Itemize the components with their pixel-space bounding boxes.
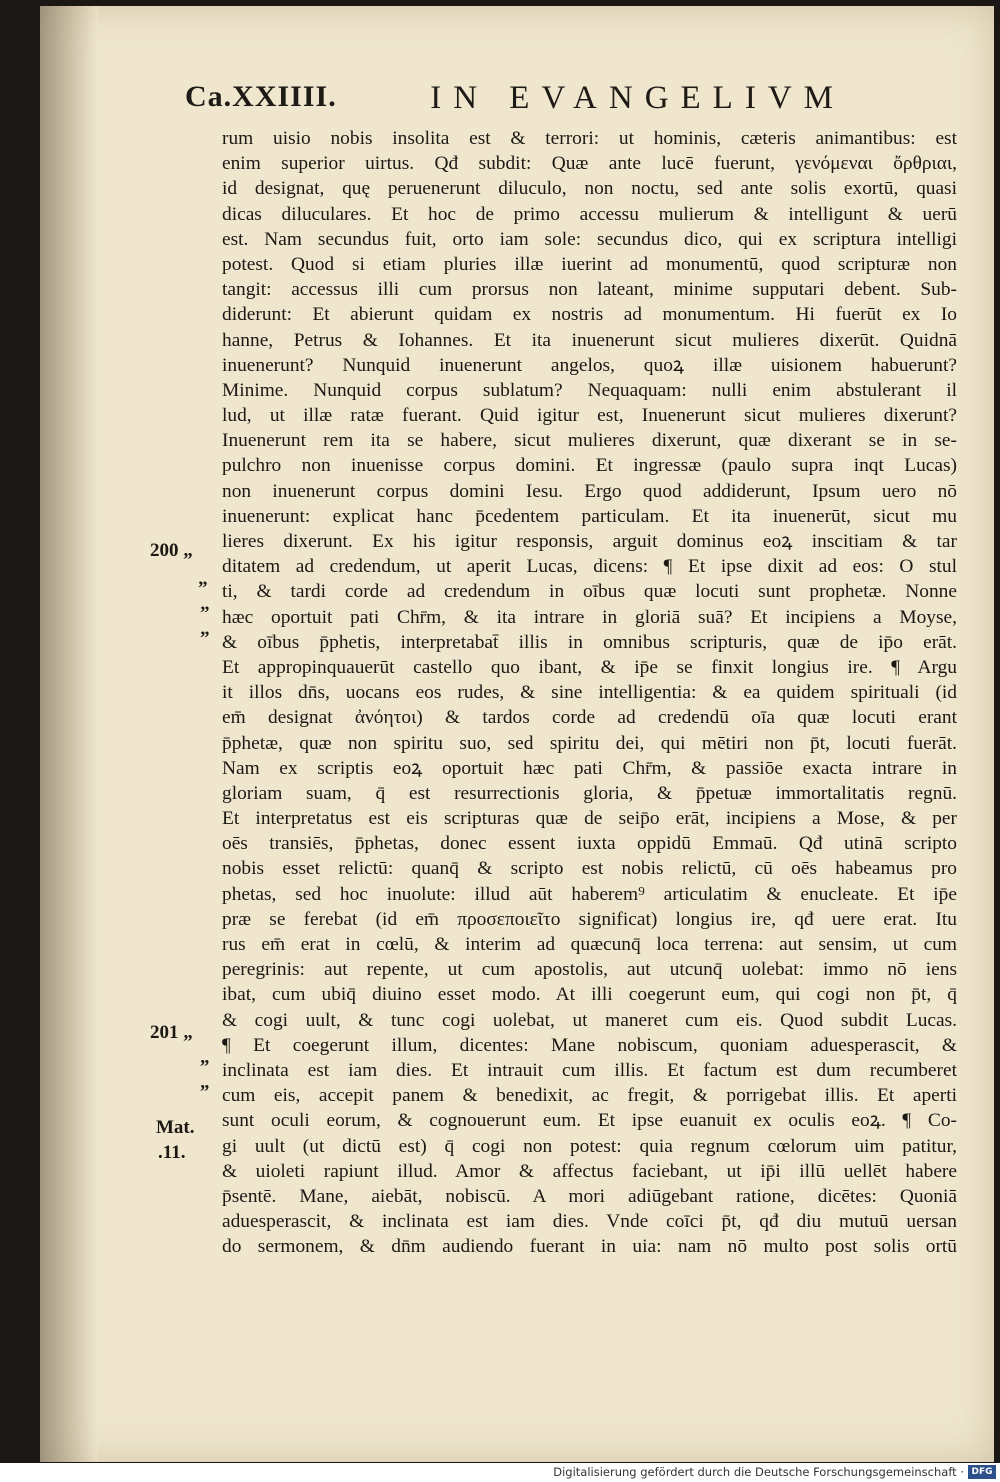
- text-line: potest. Quod si etiam pluries illæ iuerint ad monumentū, quod scripturæ non: [222, 253, 957, 275]
- text-line: ¶ Et coegerunt illum, dicentes: Mane nobiscum, quoniam aduesperascit, &: [222, 1034, 957, 1056]
- margin-quote-mark: ”: [200, 603, 210, 624]
- margin-note-11: .11.: [158, 1142, 186, 1163]
- footer-bar: [0, 1463, 1000, 1482]
- text-line: ibat, cum ubiq̄ diuino esset modo. At illi coegerunt eum, qui cogi non p̄t, q̄: [222, 984, 957, 1006]
- text-line: hanne, Petrus & Iohannes. Et ita inuenerunt sicut mulieres dixerūt. Quidnā: [222, 329, 957, 351]
- margin-note-200: 200 „: [150, 540, 193, 561]
- text-line: & cogi uult, & tunc cogi uolebat, ut maneret cum eis. Quod subdit Lucas.: [222, 1009, 957, 1031]
- text-line: inuenerunt: explicat hanc p̄cedentem particulam. Et ita inuenerūt, sicut mu: [222, 505, 957, 527]
- text-line: do sermonem, & dn̄m audiendo fuerant in uia: nam nō multo post solis ortū: [222, 1236, 957, 1258]
- text-line: p̄phetæ, quæ non spiritu suo, sed spiritu dei, qui mētiri non p̄t, locuti fuerāt.: [222, 732, 957, 754]
- text-line: gloriam suam, q̄ est resurrectionis gloria, & p̄petuæ immortalitatis regnū.: [222, 782, 957, 804]
- text-line: Inuenerunt rem ita se habere, sicut mulieres dixerunt, quæ dixerant se in se-: [222, 430, 957, 452]
- margin-quote-mark: ”: [198, 578, 208, 599]
- running-title: IN EVANGELIVM: [430, 80, 845, 116]
- text-line: lieres dixerunt. Ex his igitur responsis, arguit dominus eoꝝ inscitiam & tar: [222, 531, 957, 552]
- text-line: ditatem ad credendum, ut aperit Lucas, dicens: ¶ Et ipse dixit ad eos: O stul: [222, 556, 957, 578]
- page-binding-shadow: [40, 6, 98, 1462]
- text-line: rum uisio nobis insolita est & terrori: ut hominis, cæteris animantibus: est: [222, 128, 957, 149]
- margin-quote-mark: ”: [200, 628, 210, 649]
- text-line: id designat, quę peruenerunt diluculo, non noctu, sed ante solis exortū, quasi: [222, 178, 957, 200]
- text-line: & oībus p̄phetis, interpretabat̄ illis in omnibus scripturis, quæ de ip̄o erāt.: [222, 631, 957, 653]
- text-line: Nam ex scriptis eoꝝ oportuit hæc pati Chr̄m, & passiōe exacta intrare in: [222, 757, 957, 779]
- text-line: gi uult (ut dictū est) q̄ cogi non potest: quia regnum cœlorum uim patitur,: [222, 1135, 957, 1157]
- footer-credit: Digitalisierung gefördert durch die Deutsche Forschungsgemeinschaft ·: [553, 1465, 964, 1479]
- text-line: enim superior uirtus. Qđ subdit: Quæ ante lucē fuerunt, γενόμεναι ὄρθριαι,: [222, 153, 957, 175]
- margin-note-201: 201 „: [150, 1022, 193, 1043]
- text-line: nobis esset relictū: quanq̄ & scripto est nobis relictū, cū oēs habeamus pro: [222, 858, 957, 880]
- text-line: em̄ designat ἀνόητοι) & tardos corde ad credendū oīa quæ locuti erant: [222, 707, 957, 729]
- margin-quote-mark: „: [200, 1072, 210, 1093]
- text-line: sunt oculi eorum, & cognouerunt eum. Et ipse euanuit ex oculis eoꝝ. ¶ Co-: [222, 1110, 957, 1132]
- text-line: est. Nam secundus fuit, orto iam sole: secundus dico, qui ex scriptura intelligi: [222, 228, 957, 250]
- text-line: diderunt: Et abierunt quidam ex nostris ad monumentum. Hi fuerūt ex Io: [222, 304, 957, 326]
- text-line: inuenerunt? Nunquid inuenerunt angelos, quoꝝ illæ uisionem habuerunt?: [222, 354, 957, 376]
- text-line: cum eis, accepit panem & benedixit, ac fregit, & porrigebat illis. Et aperti: [222, 1085, 957, 1107]
- text-line: non inuenerunt corpus domini Iesu. Ergo quod addiderunt, Ipsum uero nō: [222, 480, 957, 502]
- text-line: dicas diluculares. Et hoc de primo accessu mulierum & intelligunt & uerū: [222, 203, 957, 225]
- text-line: pulchro non inuenisse corpus domini. Et ingressæ (paulo supra inqt Lucas): [222, 455, 957, 477]
- text-line: aduesperascit, & inclinata est iam dies. Vnde coīci p̄t, qđ diu mutuū uersan: [222, 1211, 957, 1233]
- text-line: & uioleti rapiunt illud. Amor & affectus faciebant, ut ip̄i illū uellēt habere: [222, 1160, 957, 1182]
- text-line: oēs transiēs, p̄phetas, donec essent iuxta oppidū Emmaū. Qđ utinā scripto: [222, 833, 957, 855]
- text-line: præ se ferebat (id em̄ προσεποιεῖτο significat) longius ire, qđ uere erat. Itu: [222, 908, 957, 930]
- page-header: [185, 80, 845, 120]
- text-line: hæc oportuit pati Chr̄m, & ita intrare in gloriā suā? Et incipiens a Moyse,: [222, 606, 957, 628]
- folio-number: Ca.XXIIII.: [185, 80, 337, 113]
- text-line: rus em̄ erat in cœlū, & interim ad quæcunq̄ loca terrena: aut sensim, ut cum: [222, 934, 957, 955]
- text-line: phetas, sed hoc inuolute: illud aūt haberem⁹ articulatim & enucleate. Et ip̄e: [222, 883, 957, 905]
- text-line: p̄sentē. Mane, aiebāt, nobiscū. A mori adiūgebant ratione, dicētes: Quoniā: [222, 1185, 957, 1207]
- text-line: Et interpretatus est eis scripturas quæ de seip̄o erāt, incipiens a Mose, & per: [222, 808, 957, 830]
- margin-quote-mark: „: [200, 1047, 210, 1068]
- text-line: ti, & tardi corde ad credendum in oībus quæ locuti sunt prophetæ. Nonne: [222, 581, 957, 603]
- dfg-logo: DFG: [968, 1465, 996, 1479]
- text-line: inclinata est iam dies. Et intrauit cum illis. Et factum est dum recumberet: [222, 1059, 957, 1081]
- text-line: it illos dn̄s, uocans eos rudes, & sine intelligentia: & ea quidem spirituali (id: [222, 682, 957, 704]
- text-line: peregrinis: aut repente, ut cum apostolis, aut utcunq̄ uolebat: immo nō iens: [222, 959, 957, 981]
- margin-note-mat: Mat.: [156, 1117, 195, 1138]
- text-line: lud, ut illæ ratæ fuerant. Quid igitur est, Inuenerunt sicut mulieres dixerunt?: [222, 405, 957, 427]
- text-line: Minime. Nunquid corpus sublatum? Nequaquam: nulli enim abstulerant il: [222, 379, 957, 401]
- text-line: Et appropinquauerūt castello quo ibant, & ip̄e se finxit longius ire. ¶ Argu: [222, 656, 957, 678]
- body-text: [222, 126, 957, 1259]
- text-line: tangit: accessus illi cum prorsus non lateant, minime supputari debent. Sub-: [222, 279, 957, 301]
